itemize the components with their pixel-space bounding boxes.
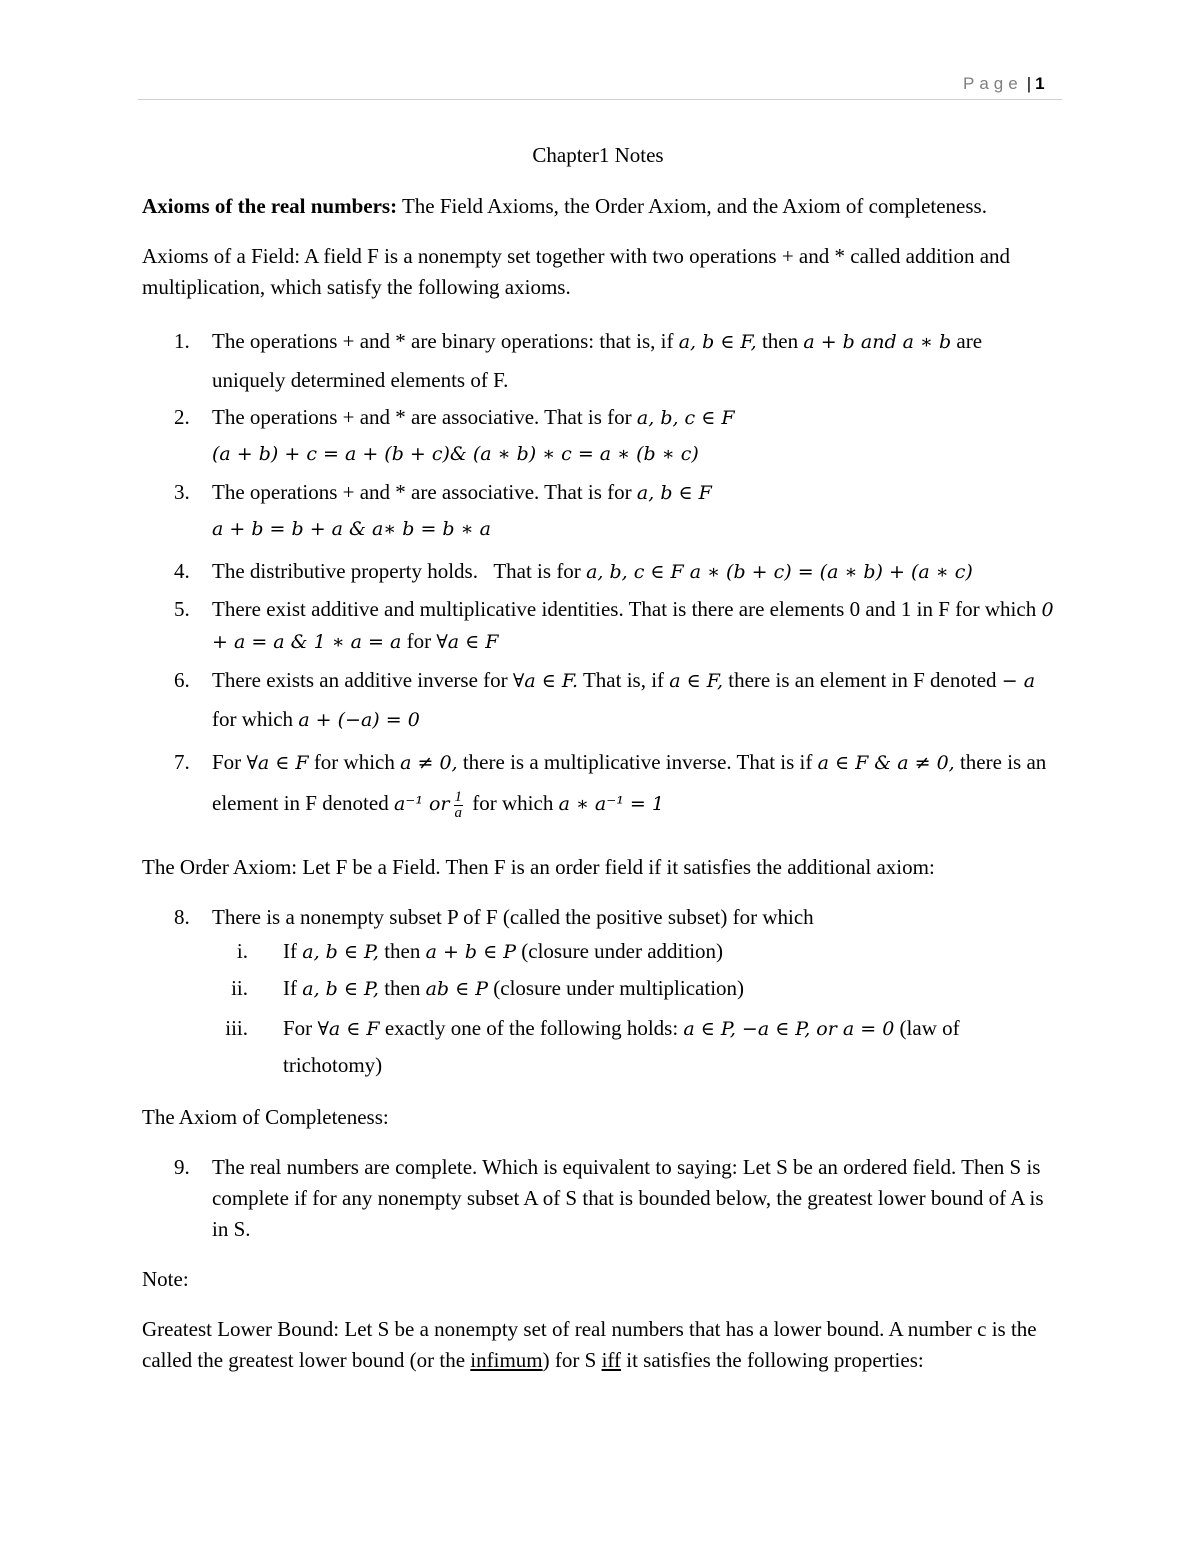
- item-number: 6.: [174, 668, 190, 692]
- list-item: [142, 477, 1054, 549]
- item-number: 3.: [174, 480, 190, 504]
- math: ab ∈ P: [425, 978, 489, 1000]
- math: a ∈ F & a ≠ 0,: [817, 752, 955, 774]
- math: a, b ∈ P,: [302, 941, 379, 963]
- note-label: Note:: [142, 1267, 189, 1291]
- order-intro: The Order Axiom: Let F be a Field. Then F is an order field if it satisfies the additional axiom:: [142, 855, 935, 879]
- item-text: are uniquely determined elements of F.: [212, 329, 983, 392]
- item-number: 1.: [174, 329, 190, 353]
- item-text: then: [378, 976, 426, 1000]
- math: ∀a ∈ F: [246, 752, 309, 774]
- page-separator: |: [1026, 74, 1032, 93]
- item-text: If: [283, 976, 303, 1000]
- math: a ∈ P, −a ∈ P, or a = 0: [683, 1018, 895, 1040]
- glb-text: it satisfies the following properties:: [621, 1348, 924, 1372]
- document-body: [142, 140, 1054, 1395]
- fraction-one-over-a: [454, 790, 464, 821]
- item-text: for which: [467, 791, 559, 815]
- glb-text: Greatest Lower Bound: Let S be a nonempty set of real numbers that has a lower bound. A number c is the called the greatest lower bound (or the: [142, 1317, 1037, 1372]
- list-item: [142, 742, 1054, 824]
- math: a⁻¹ or: [393, 793, 450, 815]
- math: − a: [1001, 670, 1036, 692]
- math: a ∗ a⁻¹ = 1: [558, 793, 664, 815]
- item-text: there is a multiplicative inverse. That is if: [457, 750, 818, 774]
- math: a, b, c ∈ F a ∗ (b + c) = (a ∗ b) + (a ∗ c): [586, 561, 973, 583]
- field-intro: Axioms of a Field: A field F is a nonempty set together with two operations + and * called addition and multiplication, which satisfy the following axioms.: [142, 244, 1011, 299]
- header-rule: [138, 99, 1062, 100]
- list-item: [142, 1010, 1054, 1083]
- math: a, b, c ∈ F: [636, 407, 735, 429]
- item-text: for: [401, 629, 437, 653]
- item-number: 8.: [174, 905, 190, 929]
- page-header: [963, 72, 1045, 96]
- page-number: 1: [1035, 74, 1045, 93]
- list-item: [142, 552, 1054, 591]
- page-label: Page: [963, 74, 1023, 93]
- item-text: There is a nonempty subset P of F (called the positive subset) for which: [212, 905, 814, 929]
- list-item: [142, 594, 1054, 658]
- fraction-denominator: a: [454, 804, 463, 821]
- item-text: The distributive property holds. That is for: [212, 559, 587, 583]
- item-text: For: [283, 1016, 318, 1040]
- math: a, b ∈ P,: [302, 978, 379, 1000]
- completeness-axiom-list: [142, 1152, 1054, 1245]
- item-number: ii.: [231, 976, 248, 1000]
- item-text: If: [283, 939, 303, 963]
- item-number: 5.: [174, 597, 190, 621]
- item-text: The real numbers are complete. Which is equivalent to saying: Let S be an ordered field. Then S is complete if for any nonempty subset A of S that is bounded below, the greatest lower bound of A is in S.: [212, 1155, 1044, 1241]
- math: ∀a ∈ F.: [512, 670, 579, 692]
- item-text: (closure under addition): [516, 939, 724, 963]
- math: a + b and a ∗ b: [803, 331, 952, 353]
- math: a + b = b + a & a∗ b = b ∗ a: [212, 518, 491, 540]
- list-item: [142, 902, 1054, 933]
- fraction-numerator: 1: [454, 788, 463, 805]
- intro-text: The Field Axioms, the Order Axiom, and the Axiom of completeness.: [397, 194, 987, 218]
- item-text: The operations + and * are associative. That is for: [212, 480, 637, 504]
- completeness-intro: The Axiom of Completeness:: [142, 1105, 389, 1129]
- item-text: (law of trichotomy): [283, 1016, 960, 1077]
- math: a ∈ F,: [669, 670, 724, 692]
- list-item: [142, 936, 1054, 968]
- item-text: (closure under multiplication): [488, 976, 745, 1000]
- item-number: 2.: [174, 405, 190, 429]
- item-text: there is an element in F denoted: [212, 750, 1047, 815]
- item-text: For: [212, 750, 247, 774]
- item-number: 4.: [174, 559, 190, 583]
- item-text: there is an element in F denoted: [723, 668, 1002, 692]
- math: a, b ∈ F,: [678, 331, 757, 353]
- item-text: There exist additive and multiplicative identities. That is there are elements 0 and 1 in F for which: [212, 597, 1042, 621]
- glb-text: ) for S: [542, 1348, 602, 1372]
- math: a ≠ 0,: [400, 752, 458, 774]
- glb-paragraph: [142, 1314, 1054, 1376]
- item-text: That is, if: [578, 668, 670, 692]
- iff-term: iff: [601, 1348, 622, 1372]
- intro-bold: Axioms of the real numbers:: [142, 194, 398, 218]
- item-text: The operations + and * are binary operations: that is, if: [212, 329, 679, 353]
- item-text: for which: [308, 750, 401, 774]
- math: a + b ∈ P: [425, 941, 517, 963]
- math: ∀a ∈ F: [436, 631, 499, 653]
- item-text: then: [756, 329, 804, 353]
- list-item: [142, 661, 1054, 739]
- item-number: i.: [236, 939, 248, 963]
- math: (a + b) + c = a + (b + c)& (a ∗ b) ∗ c = a ∗ (b ∗ c): [212, 443, 699, 465]
- order-axiom-list: [142, 902, 1054, 1083]
- list-item: [142, 1152, 1054, 1245]
- math: ∀a ∈ F: [317, 1018, 380, 1040]
- item-text: There exists an additive inverse for: [212, 668, 513, 692]
- item-number: 7.: [174, 750, 190, 774]
- item-text: for which: [212, 707, 299, 731]
- item-text: exactly one of the following holds:: [379, 1016, 684, 1040]
- order-subitems: [142, 936, 1054, 1083]
- chapter-title: Chapter1 Notes: [532, 143, 664, 167]
- field-axioms-list: [142, 322, 1054, 824]
- item-number: 9.: [174, 1155, 190, 1179]
- math: a + (−a) = 0: [298, 709, 420, 731]
- infimum-term: infimum: [470, 1348, 543, 1372]
- intro-paragraph: [142, 191, 1054, 222]
- math: 0 + a = a & 1 ∗ a = a: [212, 599, 1054, 653]
- list-item: [142, 402, 1054, 474]
- item-number: iii.: [225, 1016, 248, 1040]
- list-item: [142, 973, 1054, 1005]
- item-text: then: [378, 939, 426, 963]
- list-item: [142, 322, 1054, 399]
- item-text: The operations + and * are associative. That is for: [212, 405, 637, 429]
- math: a, b ∈ F: [636, 482, 712, 504]
